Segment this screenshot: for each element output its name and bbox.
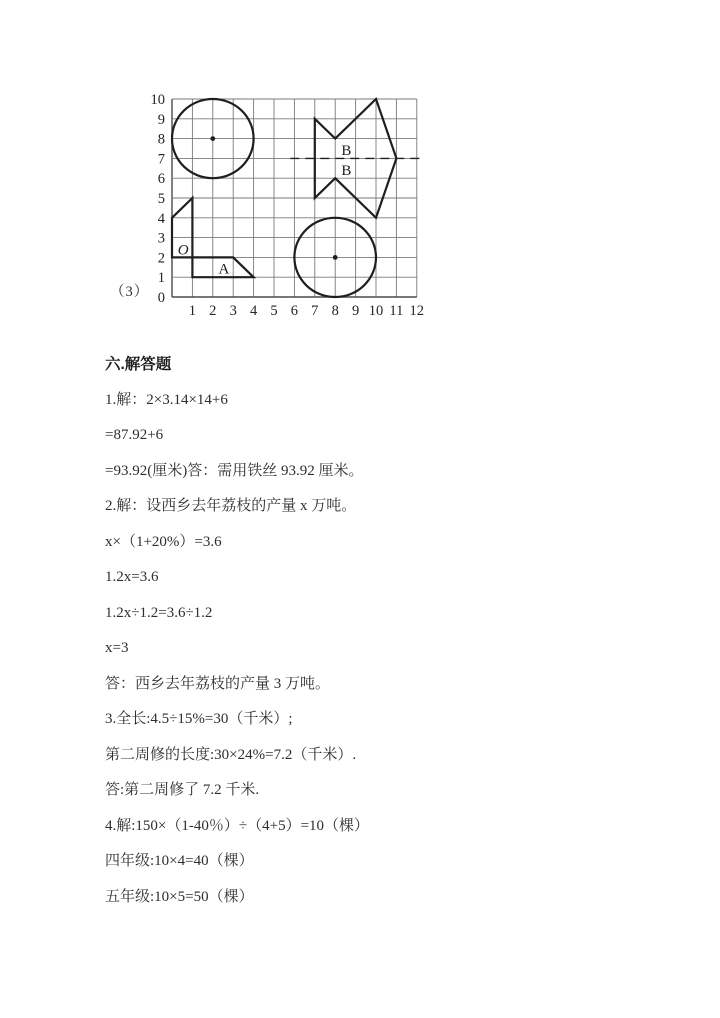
svg-text:B: B xyxy=(341,142,352,159)
svg-text:6: 6 xyxy=(290,303,299,319)
solution-line: x×（1+20%）=3.6 xyxy=(105,533,222,550)
svg-text:8: 8 xyxy=(331,303,339,319)
svg-text:O: O xyxy=(177,242,189,259)
svg-text:3: 3 xyxy=(157,230,165,247)
svg-text:1: 1 xyxy=(188,303,197,319)
figure-item-label: （3） xyxy=(110,284,150,300)
svg-text:7: 7 xyxy=(311,303,319,319)
svg-text:B: B xyxy=(341,163,352,180)
svg-text:6: 6 xyxy=(157,171,165,188)
svg-text:9: 9 xyxy=(157,111,165,128)
svg-text:4: 4 xyxy=(249,303,258,319)
svg-text:7: 7 xyxy=(157,151,165,168)
solution-line: 第二周修的长度:30×24%=7.2（千米）. xyxy=(105,746,357,763)
svg-text:1: 1 xyxy=(157,270,165,287)
svg-text:12: 12 xyxy=(409,303,425,319)
solution-text-block xyxy=(105,347,665,915)
solution-line: =87.92+6 xyxy=(105,427,164,443)
solution-line: 五年级:10×5=50（棵） xyxy=(105,888,254,905)
svg-text:5: 5 xyxy=(157,191,165,207)
coordinate-grid-figure xyxy=(140,88,432,322)
solution-line: 2.解：设西乡去年荔枝的产量 x 万吨。 xyxy=(105,498,357,514)
solution-line: 答：西乡去年荔枝的产量 3 万吨。 xyxy=(105,675,331,692)
svg-text:3: 3 xyxy=(229,303,237,319)
svg-text:0: 0 xyxy=(157,290,165,306)
solution-line: 1.2x=3.6 xyxy=(105,569,159,585)
solution-line: 答:第二周修了 7.2 千米. xyxy=(105,782,260,798)
svg-text:10: 10 xyxy=(150,92,165,108)
solution-line: 1.2x÷1.2=3.6÷1.2 xyxy=(105,604,213,621)
solution-line: 1.解：2×3.14×14+6 xyxy=(105,391,228,408)
svg-text:10: 10 xyxy=(368,303,384,319)
svg-text:8: 8 xyxy=(157,131,165,148)
section-heading: 六.解答题 xyxy=(105,356,172,373)
solution-line: x=3 xyxy=(105,640,129,656)
solution-line: 3.全长:4.5÷15%=30（千米）; xyxy=(105,711,293,727)
solution-line: 四年级:10×4=40（棵） xyxy=(105,853,254,869)
svg-text:2: 2 xyxy=(157,250,165,267)
svg-text:A: A xyxy=(218,261,230,278)
figure-svg xyxy=(140,88,432,322)
svg-text:4: 4 xyxy=(157,210,165,227)
svg-text:9: 9 xyxy=(351,303,360,319)
solution-line: =93.92(厘米)答：需用铁丝 93.92 厘米。 xyxy=(105,462,364,479)
solution-line: 4.解:150×（1-40％）÷（4+5）=10（棵） xyxy=(105,817,370,834)
svg-text:11: 11 xyxy=(389,303,404,319)
svg-text:5: 5 xyxy=(270,303,278,319)
svg-text:2: 2 xyxy=(209,303,217,319)
